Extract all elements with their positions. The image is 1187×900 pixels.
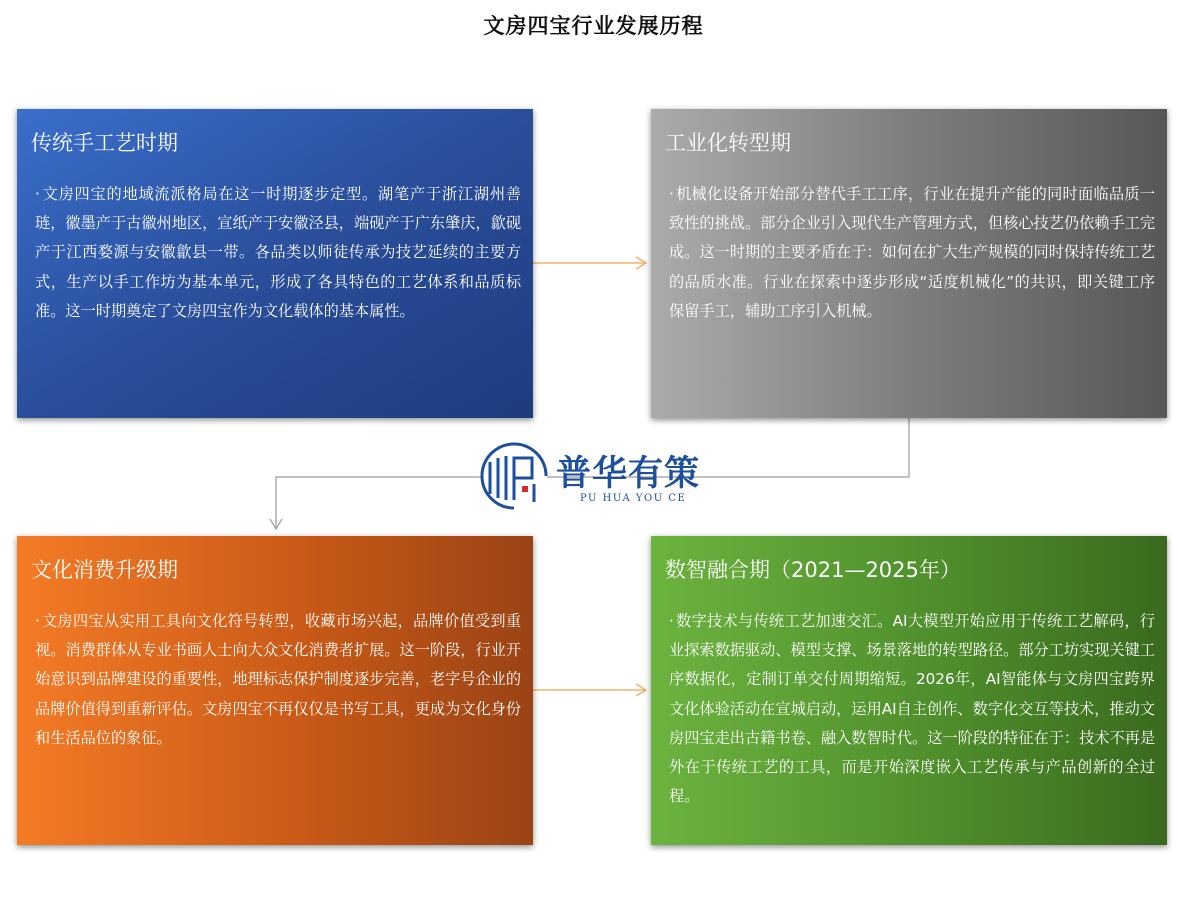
- bullet-icon: ·: [669, 185, 674, 203]
- stage-card-traditional: [17, 109, 533, 418]
- stage-description-text: 文房四宝从实用工具向文化符号转型，收藏市场兴起，品牌价值受到重视。消费群体从专业书画人士向大众文化消费者扩展。这一阶段，行业开始意识到品牌建设的重要性，地理标志保护制度逐步完善，老字号企业的品牌价值得到重新评估。文房四宝不再仅仅是书写工具，更成为文化身份和生活品位的象征。: [35, 612, 521, 747]
- stage-description: [669, 180, 1155, 326]
- stage-title: 传统手工艺时期: [31, 131, 178, 155]
- company-logo: [478, 442, 718, 512]
- logo-subtitle: PU HUA YOU CE: [580, 493, 687, 504]
- bullet-icon: ·: [35, 612, 40, 630]
- stage-title: 文化消费升级期: [31, 558, 178, 582]
- stage-description-text: 数字技术与传统工艺加速交汇。AI大模型开始应用于传统工艺解码，行业探索数据驱动、模型支撑、场景落地的转型路径。部分工坊实现关键工序数据化，定制订单交付周期缩短。2026年，AI智能体与文房四宝跨界文化体验活动在宣城启动，运用AI自主创作、数字化交互等技术，推动文房四宝走出古籍书卷、融入数智时代。这一阶段的特征在于：技术不再是外在于传统工艺的工具，而是开始深度嵌入工艺传承与产品创新的全过程。: [669, 612, 1155, 806]
- stage-description-text: 文房四宝的地域流派格局在这一时期逐步定型。湖笔产于浙江湖州善琏，徽墨产于古徽州地区，宣纸产于安徽泾县，端砚产于广东肇庆，歙砚产于江西婺源与安徽歙县一带。各品类以师徒传承为技艺延续的主要方式，生产以手工作坊为基本单元，形成了各具特色的工艺体系和品质标准。这一时期奠定了文房四宝作为文化载体的基本属性。: [35, 185, 521, 320]
- stage-card-industrialization: [651, 109, 1167, 418]
- stage-description: [35, 180, 521, 326]
- stage-description-text: 机械化设备开始部分替代手工工序，行业在提升产能的同时面临品质一致性的挑战。部分企业引入现代生产管理方式，但核心技艺仍依赖手工完成。这一时期的主要矛盾在于：如何在扩大生产规模的同时保持传统工艺的品质水准。行业在探索中逐步形成“适度机械化”的共识，即关键工序保留手工，辅助工序引入机械。: [669, 185, 1155, 320]
- logo-emblem-icon: [478, 442, 550, 512]
- stage-title: 工业化转型期: [665, 131, 791, 155]
- stage-title: 数智融合期（2021—2025年）: [665, 558, 961, 582]
- page-title: 文房四宝行业发展历程: [483, 14, 704, 38]
- stage-description: [669, 607, 1155, 811]
- logo-name: 普华有策: [556, 454, 701, 494]
- bullet-icon: ·: [669, 612, 674, 630]
- stage-card-consumption-upgrade: [17, 536, 533, 845]
- stage-card-digital-intelligence: [651, 536, 1167, 845]
- bullet-icon: ·: [35, 185, 40, 203]
- stage-description: [35, 607, 521, 753]
